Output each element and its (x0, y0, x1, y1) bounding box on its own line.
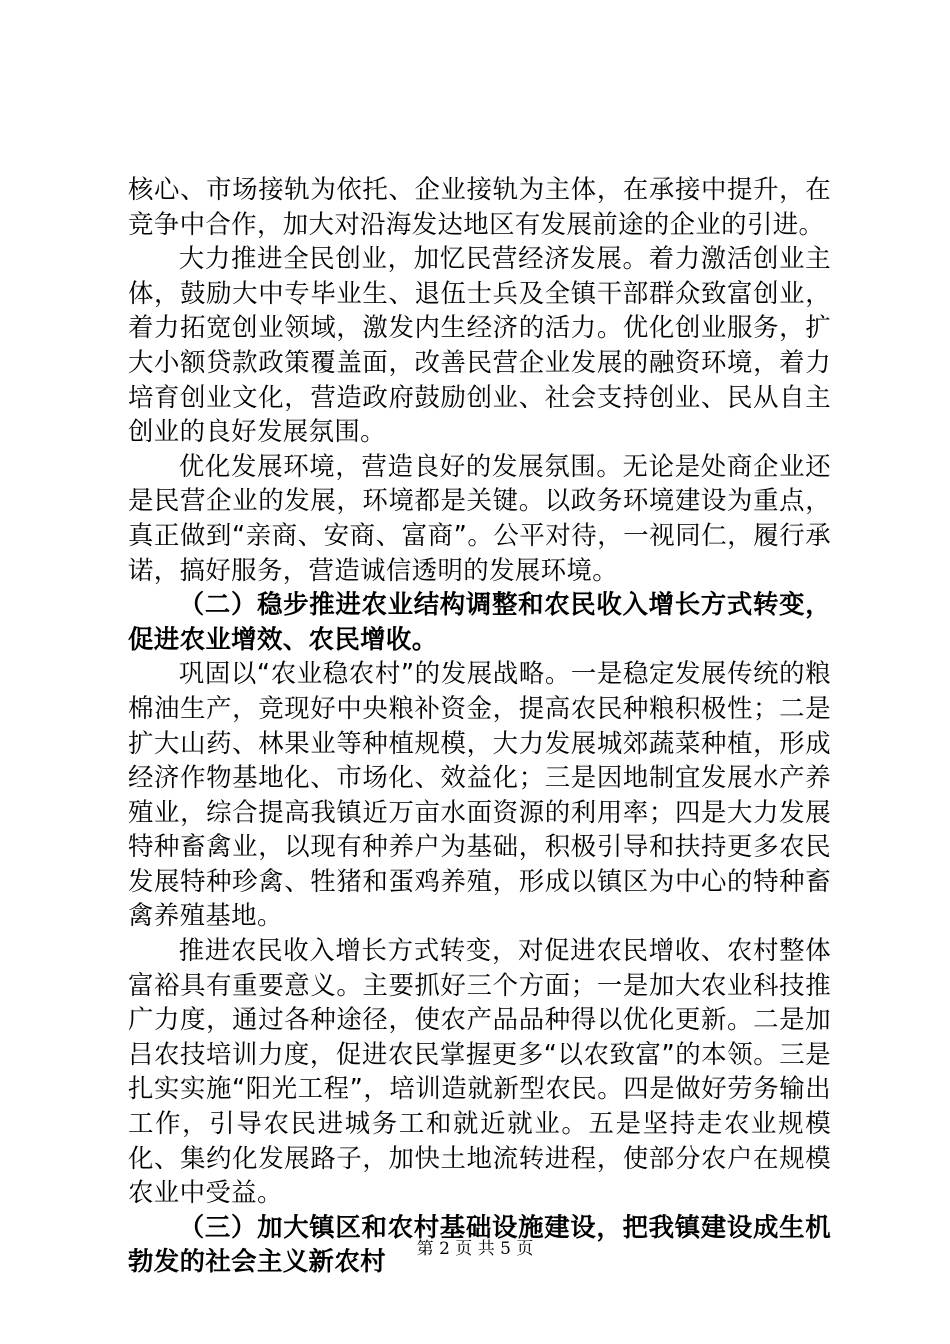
document-body (128, 172, 831, 1279)
paragraph-entrepreneurship: 大力推进全民创业，加忆民营经济发展。着力激活创业主体，鼓励大中专毕业生、退伍士兵及全镇干部群众致富创业，着力拓宽创业领域，激发内生经济的活力。优化创业服务，扩大小额贷款政策覆盖面，改善民营企业发展的融资环境，着力培育创业文化，营造政府鼓励创业、社会支持创业、民从自主创业的良好发展氛围。 (128, 243, 831, 447)
paragraph-farmer-income: 推进农民收入增长方式转变，对促进农民增收、农村整体富裕具有重要意义。主要抓好三个方面；一是加大农业科技推广力度，通过各种途径，使农产品品种得以优化更新。二是加吕农技培训力度，促进农民掌握更多“以农致富”的本领。三是扎实实施“阳光工程”，培训造就新型农民。四是做好劳务输出工作，引导农民进城务工和就近就业。五是坚持走农业规模化、集约化发展路子，加快土地流转进程，使部分农户在规模农业中受益。 (128, 935, 831, 1208)
paragraph-agriculture-strategy: 巩固以“农业稳农村”的发展战略。一是稳定发展传统的粮棉油生产，竞现好中央粮补资金，提高农民种粮积极性；二是扩大山药、林果业等种植规模，大力发展城郊蔬菜种植，形成经济作物基地化、市场化、效益化；三是因地制宜发展水产养殖业，综合提高我镇近万亩水面资源的利用率；四是大力发展特种畜禽业，以现有种养户为基础，积极引导和扶持更多农民发展特种珍禽、牲猪和蛋鸡养殖，形成以镇区为中心的特种畜禽养殖基地。 (128, 658, 831, 931)
paragraph-environment: 优化发展环境，营造良好的发展氛围。无论是处商企业还是民营企业的发展，环境都是关键。以政务环境建设为重点，真正做到“亲商、安商、富商”。公平对待，一视同仁，履行承诺，搞好服务，营造诚信透明的发展环境。 (128, 450, 831, 585)
page-number-footer: 第 2 页 共 5 页 (416, 1239, 534, 1259)
paragraph-continuation: 核心、市场接轨为依托、企业接轨为主体，在承接中提升，在竞争中合作，加大对沿海发达地区有发展前途的企业的引进。 (128, 174, 831, 239)
section-heading-2: （二）稳步推进农业结构调整和农民收入增长方式转变，促进农业增效、农民增收。 (128, 589, 831, 654)
section-heading-3: （三）加大镇区和农村基础设施建设，把我镇建设成生机勃发的社会主义新农村 (128, 1211, 831, 1277)
